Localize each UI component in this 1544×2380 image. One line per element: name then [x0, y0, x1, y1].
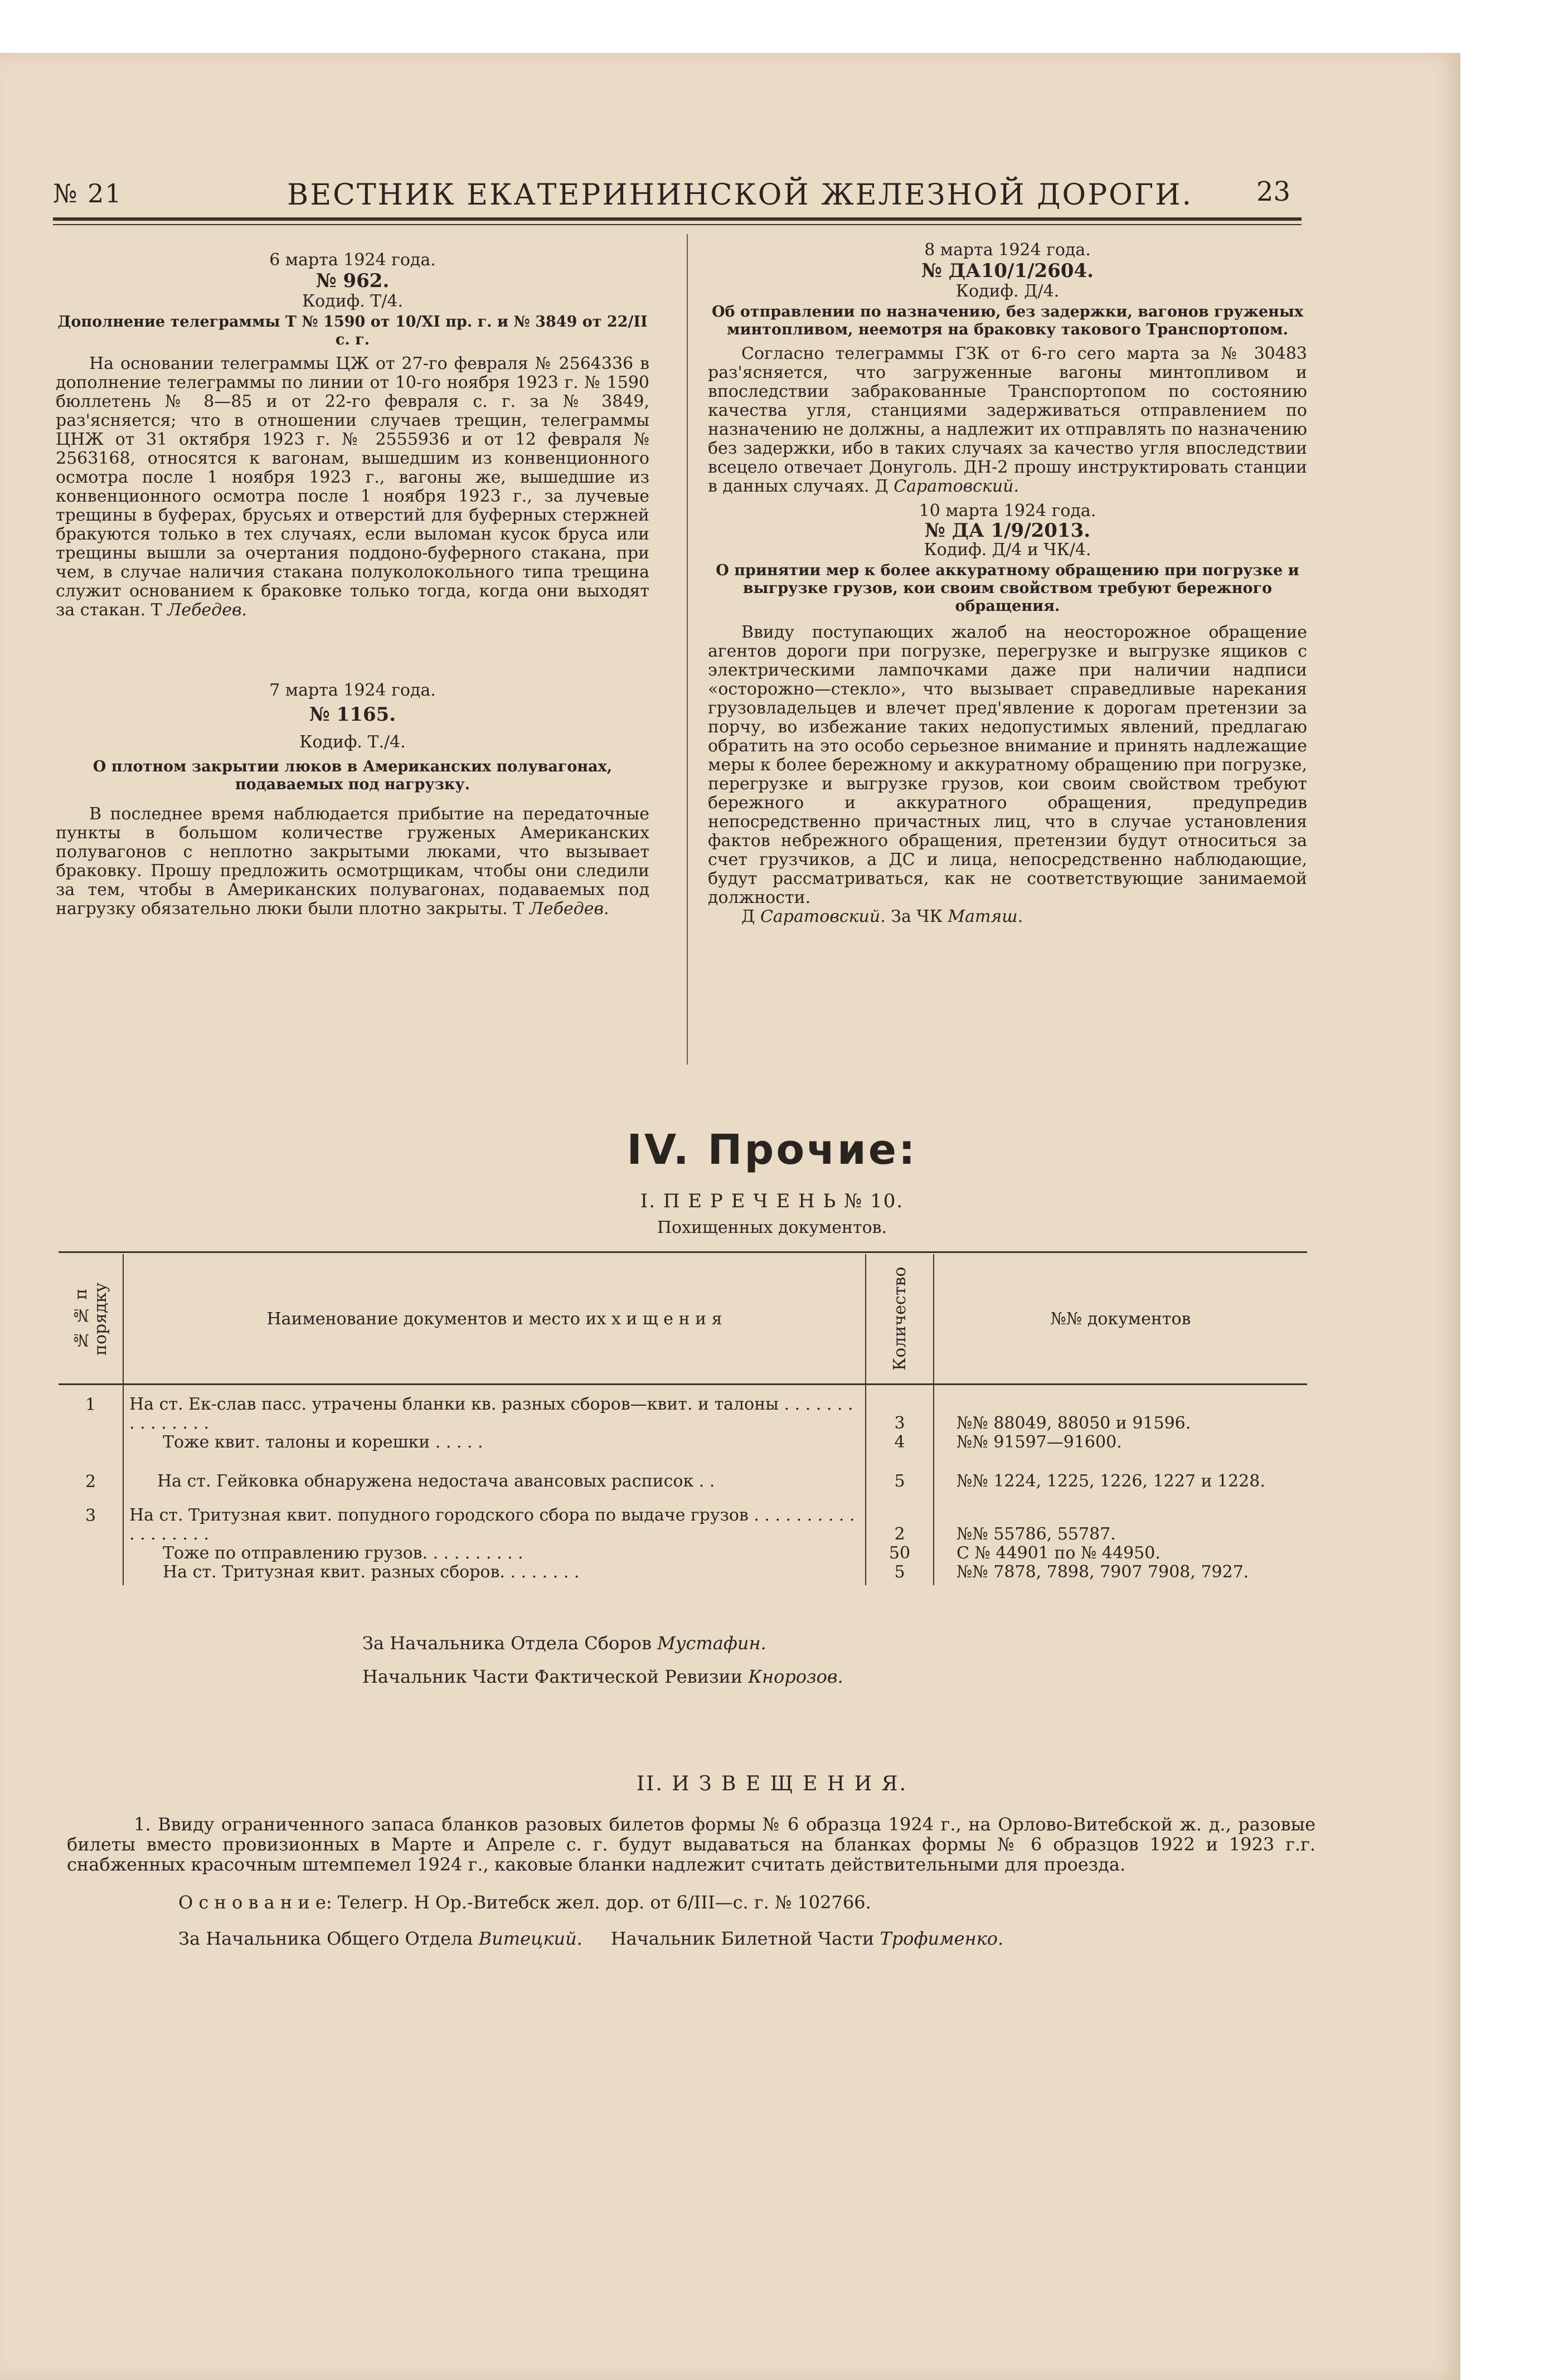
list-subtitle: Похищенных документов. — [657, 1218, 887, 1237]
order-code: Кодиф. Т./4. — [299, 732, 406, 752]
section-title: IV. Прочие: — [627, 1126, 917, 1174]
signature-line: За Начальника Общего Отдела Витецкий. Начальник Билетной Части Трофименко. — [178, 1928, 1004, 1949]
column-divider — [687, 234, 688, 1065]
table-row: 3 На ст. Тритузная квит. попудного городского сбора по выдаче грузов . . . . . . . . . . . . . . . . . . Тоже по отправлению грузов. . . . . . . . . . На ст. Тритузная квит. разных сборов. . . . . . . . 2 50 5 №№ 55786, 55787. С № 44901 по № 44950. №№ 7878, 7898, 7907 7908, 7927. — [59, 1495, 1307, 1585]
order-number: № 962. — [315, 270, 390, 292]
page-number: 23 — [1256, 176, 1290, 207]
order-heading: О принятии мер к более аккуратному обращению при погрузке и выгрузке грузов, кои своим свойством требуют бережного обращения. — [716, 562, 1299, 615]
page-header — [53, 173, 1302, 223]
signature: Кнорозов. — [748, 1666, 843, 1687]
order-date: 8 марта 1924 года. — [924, 240, 1091, 260]
signature-line: Начальник Части Фактической Ревизии Кнорозов. — [362, 1666, 843, 1687]
notice-body: 1. Ввиду ограниченного запаса бланков разовых билетов формы № 6 образца 1924 г., на Орлово-Витебской ж. д., разовые билеты вместо провизионных в Марте и Апреле с. г. будут выдаваться на бланках формы № 6 образцов 1922 и 1923 г.г. снабженных красочным штемпемел 1924 г., каковые бланки надлежит считать действительными для проезда. — [67, 1814, 1315, 1875]
table-row: 2 На ст. Гейковка обнаружена недостача авансовых расписок . . 5 №№ 1224, 1225, 1226, 1227 и 1228. — [59, 1455, 1307, 1495]
order-number: № 1165. — [309, 703, 396, 726]
signature-line: Д Саратовский. За ЧК Матяш. — [741, 907, 1023, 926]
header-rule — [53, 217, 1302, 221]
signature: Витецкий. — [478, 1928, 582, 1949]
signature-line: За Начальника Отдела Сборов Мустафин. — [362, 1633, 766, 1654]
left-column — [56, 251, 649, 919]
order-heading: Об отправлении по назначению, без задержки, вагонов груженых минтопливом, неемотря на браковку такового Транспортопом. — [711, 303, 1304, 338]
order-body: На основании телеграммы ЦЖ от 27-го февраля № 2564336 в дополнение телеграммы по линии от 10-го ноября 1923 г. № 1590 бюллетень № 8—85 и от 22-го февраля с. г. за № 3849, раз'ясняется; что в отношении случаев трещин, телеграммы ЦНЖ от 31 октября 1923 г. № 2555936 и от 12 февраля № 2563168, относятся к вагонам, вышедшим из конвенционного осмотра после 1 ноября 1923 г., вагоны же, вышедшие из конвенционного осмотра после 1 ноября 1923 г., за лучевые трещины в буферах, брусьях и отверстий для буферных стержней бракуются только в тех случаях, если выломан кусок бруса или трещины вышли за очертания поддоно-буферного стакана, при чем, в случае наличия стакана полуколокольного типа трещина служит основанием к браковке только тогда, когда они выходят за стакан. Т Лебедев. — [56, 354, 649, 620]
stolen-documents-table — [59, 1254, 1307, 1585]
signature: Саратовский. — [760, 907, 886, 926]
order-body: Согласно телеграммы ГЗК от 6-го сего марта за № 30483 раз'ясняется, что загруженные вагоны минтопливом и впоследствии забракованные Транспортопом по состоянию качества угля, станциями задерживаться отправлением по назначению не должны, а надлежит их отправлять по назначению без задержки, ибо в таких случаях за качество угля впоследствии всецело отвечает Донуголь. ДН-2 прошу инструктировать станции в данных случаях. Д Саратовский. — [708, 344, 1307, 496]
table-row: 1 На ст. Ек-слав пасс. утрачены бланки кв. разных сборов—квит. и талоны . . . . . . . . . . . . . . . Тоже квит. талоны и корешки . . . . . 3 4 №№ 88049, 88050 и 91596. №№ 91597—91600. — [59, 1385, 1307, 1456]
order-heading: О плотном закрытии люков в Американских полувагонах, подаваемых под нагрузку. — [93, 758, 613, 793]
signature: Лебедев. — [529, 899, 609, 919]
col-header-name: Наименование документов и место их х и щ е н и я — [123, 1254, 866, 1385]
order-code: Кодиф. Д/4 и ЧК/4. — [924, 540, 1091, 560]
signature: Мустафин. — [657, 1633, 766, 1654]
right-column — [708, 241, 1307, 926]
signature: Лебедев. — [167, 600, 247, 620]
notices-title: II. И З В Е Щ Е Н И Я. — [636, 1772, 908, 1795]
col-header-qty: Количество — [866, 1254, 934, 1385]
order-body: В последнее время наблюдается прибытие на передаточные пункты в большом количестве груженых Американских полувагонов с неплотно закрытыми люками, что вызывает браковку. Прошу предложить осмотрщикам, чтобы они следили за тем, чтобы в Американских полувагонах, подаваемых под нагрузку обязательно люки были плотно закрыты. Т Лебедев. — [56, 804, 649, 919]
signature: Саратовский. — [894, 477, 1019, 496]
order-code: Кодиф. Д/4. — [955, 281, 1060, 301]
order-heading: Дополнение телеграммы Т № 1590 от 10/XI пр. г. и № 3849 от 22/II с. г. — [57, 313, 648, 348]
signature: Матяш. — [948, 907, 1023, 926]
journal-title: ВЕСТНИК ЕКАТЕРИНИНСКОЙ ЖЕЛЕЗНОЙ ДОРОГИ. — [287, 178, 1193, 212]
order-number: № ДА10/1/2604. — [921, 260, 1094, 282]
col-header-num: № № п порядку — [59, 1254, 123, 1385]
issue-number: № 21 — [53, 178, 123, 208]
order-date: 10 марта 1924 года. — [919, 501, 1096, 521]
header-rule-thin — [53, 224, 1302, 225]
table-top-rule — [59, 1251, 1307, 1253]
order-body: Ввиду поступающих жалоб на неосторожное обращение агентов дороги при погрузке, перегрузке и выгрузке ящиков с электрическими лампочками даже при наличии надписи «осторожно—стекло», что вызывает справедливые нарекания грузовладельцев и влечет пред'явление к дорогам претензии за порчу, во избежание таких недопустимых явлений, предлагаю обратить на это особо серьезное внимание и принять надлежащие меры к более бережному и аккуратному обращению при погрузке, перегрузке и выгрузке грузов, кои своим свойством требуют бережного и аккуратного обращения, предупредив непосредственно причастных лиц, что в случае установления фактов небрежного обращения, претензии будут относиться за счет грузчиков, а ДС и лица, непосредственно наблюдающие, будут рассматриваться, как не соответствующие занимаемой должности. — [708, 623, 1307, 907]
order-date: 6 марта 1924 года. — [269, 250, 436, 270]
order-code: Кодиф. Т/4. — [302, 292, 404, 311]
list-title: I. П Е Р Е Ч Е Н Ь № 10. — [640, 1190, 904, 1212]
notice-basis: О с н о в а н и е: Телегр. Н Ор.-Витебск жел. дор. от 6/III—с. г. № 102766. — [178, 1892, 871, 1913]
signature: Трофименко. — [880, 1928, 1004, 1949]
order-date: 7 марта 1924 года. — [269, 681, 436, 700]
order-number: № ДА 1/9/2013. — [924, 519, 1091, 542]
col-header-docs: №№ документов — [934, 1254, 1307, 1385]
